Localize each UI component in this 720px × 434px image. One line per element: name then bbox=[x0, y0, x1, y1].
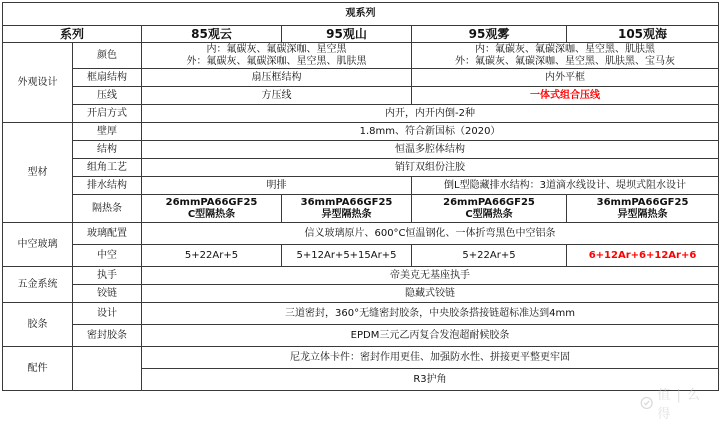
row-label-color: 颜色 bbox=[73, 43, 142, 69]
thermal-spec: 26mmPA66GF25 bbox=[443, 196, 535, 208]
table-row bbox=[3, 285, 719, 303]
r3-value: R3护角 bbox=[142, 369, 719, 391]
handle-value: 帝美克无基座执手 bbox=[142, 267, 719, 285]
wall-value: 1.8mm、符合新国标（2020） bbox=[142, 123, 719, 141]
table-row bbox=[3, 347, 719, 369]
thermal-type: C型隔热条 bbox=[465, 208, 513, 220]
corner-value: 销钉双组份注胶 bbox=[142, 159, 719, 177]
header-model-3: 95观雾 bbox=[412, 26, 567, 43]
hollow-value-2: 5+12Ar+5+15Ar+5 bbox=[282, 245, 412, 267]
row-label-wall: 壁厚 bbox=[73, 123, 142, 141]
hollow-value-4: 6+12Ar+6+12Ar+6 bbox=[567, 245, 719, 267]
thermal-spec: 26mmPA66GF25 bbox=[165, 196, 258, 208]
thermal-cell-4 bbox=[567, 195, 719, 223]
row-label-glassconfig: 玻璃配置 bbox=[73, 223, 142, 245]
table-row bbox=[3, 43, 719, 69]
structure-value: 恒温多腔体结构 bbox=[142, 141, 719, 159]
thermal-cell-3 bbox=[412, 195, 567, 223]
row-label-structure: 结构 bbox=[73, 141, 142, 159]
table-row bbox=[3, 87, 719, 105]
table-row bbox=[3, 69, 719, 87]
table-row bbox=[3, 223, 719, 245]
color-line: 外：氟碳灰、氟碳深咖、星空黑、肌肤黑、宝马灰 bbox=[455, 55, 676, 67]
thermal-cell-2 bbox=[282, 195, 412, 223]
section-hardware: 五金系统 bbox=[3, 267, 73, 303]
row-label-drainage: 排水结构 bbox=[73, 177, 142, 195]
section-adhesive: 胶条 bbox=[3, 303, 73, 347]
watermark-text: 值 | 么 得 bbox=[657, 388, 702, 422]
table-row bbox=[3, 245, 719, 267]
row-label-opening: 开启方式 bbox=[73, 105, 142, 123]
thermal-type: C型隔热条 bbox=[187, 208, 236, 220]
header-model-2: 95观山 bbox=[282, 26, 412, 43]
thermal-spec: 36mmPA66GF25 bbox=[596, 196, 689, 208]
hollow-value-3: 5+22Ar+5 bbox=[412, 245, 567, 267]
row-label-design: 设计 bbox=[73, 303, 142, 325]
header-model-4: 105观海 bbox=[567, 26, 719, 43]
spec-table bbox=[2, 2, 719, 391]
table-row bbox=[3, 303, 719, 325]
row-label-hinge: 铰链 bbox=[73, 285, 142, 303]
table-row bbox=[3, 105, 719, 123]
section-parts: 配件 bbox=[3, 347, 73, 391]
row-label-handle: 执手 bbox=[73, 267, 142, 285]
frame-left: 扇压框结构 bbox=[142, 69, 412, 87]
parts-empty-label bbox=[73, 347, 142, 391]
watermark bbox=[640, 388, 710, 422]
thermal-type: 异型隔热条 bbox=[321, 208, 372, 220]
table-row bbox=[3, 325, 719, 347]
nylon-value: 尼龙立体卡件：密封作用更佳、加强防水性、拼接更平整更牢固 bbox=[142, 347, 719, 369]
color-line: 外：氟碳灰、氟碳深咖、星空黑、肌肤黑 bbox=[186, 55, 367, 67]
opening-value: 内开，内开内倒-2种 bbox=[142, 105, 719, 123]
row-label-seal: 密封胶条 bbox=[73, 325, 142, 347]
row-label-corner: 组角工艺 bbox=[73, 159, 142, 177]
table-row bbox=[3, 123, 719, 141]
header-model-1: 85观云 bbox=[142, 26, 282, 43]
row-label-thermal: 隔热条 bbox=[73, 195, 142, 223]
hinge-value: 隐藏式铰链 bbox=[142, 285, 719, 303]
row-label-pressline: 压线 bbox=[73, 87, 142, 105]
color-line: 内：氟碳灰、氟碳深咖、星空黑、肌肤黑 bbox=[475, 43, 656, 55]
row-label-hollow: 中空 bbox=[73, 245, 142, 267]
color-values-right bbox=[412, 43, 719, 69]
header-category: 系列 bbox=[3, 26, 142, 43]
section-glass: 中空玻璃 bbox=[3, 223, 73, 267]
table-row bbox=[3, 141, 719, 159]
color-line: 内：氟碳灰、氟碳深咖、星空黑 bbox=[206, 43, 347, 55]
header-row bbox=[3, 26, 719, 43]
row-label-frame: 框扇结构 bbox=[73, 69, 142, 87]
hollow-value-1: 5+22Ar+5 bbox=[142, 245, 282, 267]
seal-value: EPDM三元乙丙复合发泡超耐候胶条 bbox=[142, 325, 719, 347]
thermal-cell-1 bbox=[142, 195, 282, 223]
drainage-right: 倒L型隐藏排水结构：3道滴水线设计、堤坝式阻水设计 bbox=[412, 177, 719, 195]
table-row bbox=[3, 195, 719, 223]
section-profile: 型材 bbox=[3, 123, 73, 223]
table-row bbox=[3, 267, 719, 285]
thermal-spec: 36mmPA66GF25 bbox=[300, 196, 393, 208]
table-row bbox=[3, 177, 719, 195]
drainage-left: 明排 bbox=[142, 177, 412, 195]
pressline-left: 方压线 bbox=[142, 87, 412, 105]
watermark-logo-icon bbox=[640, 395, 653, 411]
frame-right: 内外平框 bbox=[412, 69, 719, 87]
design-value: 三道密封，360°无缝密封胶条，中央胶条搭接链超标准达到4mm bbox=[142, 303, 719, 325]
section-appearance: 外观设计 bbox=[3, 43, 73, 123]
table-title: 观系列 bbox=[3, 3, 719, 26]
table-row bbox=[3, 159, 719, 177]
color-values-left bbox=[142, 43, 412, 69]
pressline-right: 一体式组合压线 bbox=[412, 87, 719, 105]
thermal-type: 异型隔热条 bbox=[617, 208, 668, 220]
glassconfig-value: 信义玻璃原片、600°C恒温钢化、一体折弯黑色中空铝条 bbox=[142, 223, 719, 245]
